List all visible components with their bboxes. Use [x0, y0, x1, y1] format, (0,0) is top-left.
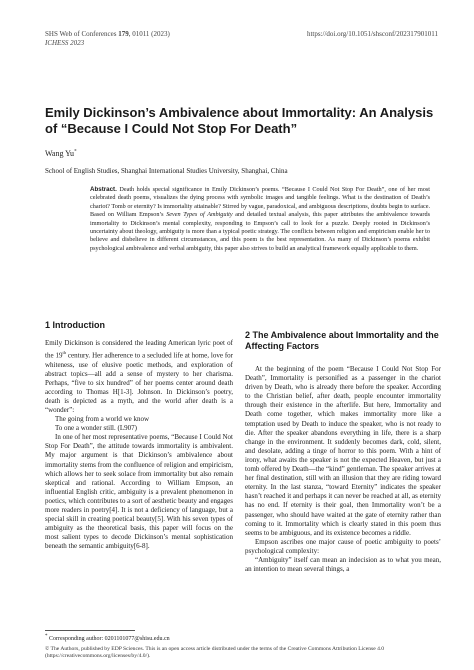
affiliation: School of English Studies, Shanghai International Studies University, Shanghai, China [45, 167, 288, 175]
journal-citation: SHS Web of Conferences 179, 01011 (2023) [45, 30, 170, 38]
doi-link[interactable]: https://doi.org/10.1051/shsconf/202317901011 [306, 30, 438, 38]
intro-paragraph-2: In one of her most representative poems, “Because I Could Not Stop For Death”, the attitude towards immortality is ambivalent. My major argument is that Dickinson’s ambivalence about immortality stems from the confluence of religion and empiricism, which allows her to seek solace from immortality but also remain skeptical and rational. According to William Empson, an influential English critic, ambiguity is a prevalent phenomenon in poetics, which contributes to a sort of aesthetic beauty and engages more readers in poetry[4]. It is not a deficiency of language, but a special skill in creating poetical beauty[5]. With his seven types of ambiguity as the theoretical basis, this paper will focus on the most salient types to decode Dickinson’s mental sophistication beneath the semantic ambiguity[6-8]. [45, 433, 233, 551]
column-left [45, 339, 233, 551]
running-header [45, 30, 170, 48]
section2-paragraph-3: “Ambiguity” itself can mean an indecision as to what you mean, an intention to mean several things, a [245, 555, 441, 574]
abstract [90, 186, 430, 253]
abstract-label: Abstract. [90, 186, 117, 193]
poem-quote-line-2: To one a wonder still. (L907) [55, 424, 137, 433]
abstract-text-2: and detailed textual analysis, this paper attributes the ambivalence towards immortality to Dickinson’s mental complexity, responding to Empson’s call to look for a puzzle. Deeply rooted in Dickinson’s uncertainty about theology, ambiguity is more than a typical poetic strategy. The conflicts between religion and empiricism enable her to believe and disbelieve in different circumstances, and this poem is the best representation. As many of Dickinson’s poems exhibit psychological ambivalence and verbal ambiguity, this paper also strives to build an analytical framework equally applicable to them. [90, 211, 430, 252]
paper-title: Emily Dickinson’s Ambivalence about Immortality: An Analysis of “Because I Could Not Stop For Death” [45, 105, 434, 136]
intro-paragraph-1: Emily Dickinson is considered the leading American lyric poet of the 19th century. Her adherence to a secluded life at home, love for whiteness, use of elusive poetic methods, and exploration of abstract topics—all add a sense of mystery to her charisma. Perhaps, “five to six hundred” of her poems center around death according to Thomas H[1-3]. Johnson. In Dickinson’s poetry, death is depicted as a myth, and the world after death is a “wonder”: [45, 339, 233, 414]
conference-name: ICHESS 2023 [45, 39, 85, 47]
footnote-divider [45, 630, 135, 631]
author-mark: * [74, 149, 77, 155]
abstract-text: Death holds special significance in Emily Dickinson’s poems. “Because I Could Not Stop For Death”, one of her most celebrated death poems, visualizes the dying process with symbolic images and tangible feelings. What is the destination of Death’s chariot? Tomb or eternity? Is immortality attainable? Stirred by vague, paradoxical, and ambiguous descriptions, doubts begin to surface. Based on William Empson’s [90, 186, 431, 219]
section-heading-introduction: 1 Introduction [45, 320, 105, 330]
license-notice: © The Authors, published by EDP Sciences. This is an open access article distributed under the terms of the Creative Commons Attribution License 4.0 (https://creativecommons.org/licenses/by/4.0/). [45, 646, 385, 659]
section-heading-ambivalence: 2 The Ambivalence about Immortality and the Affecting Factors [245, 330, 439, 351]
footnote: * Corresponding author: 0201101077@shisu.edu.cn [45, 634, 170, 642]
poem-quote-line-1: The going from a world we know [55, 415, 150, 424]
abstract-italic: Seven Types of Ambiguity [166, 211, 233, 219]
section2-paragraph-2: Empson ascribes one major cause of poetic ambiguity to poets’ psychological complexity: [245, 537, 441, 555]
author: Wang Yu* [45, 149, 77, 158]
column-right [245, 365, 441, 574]
section2-paragraph-1: At the beginning of the poem “Because I Could Not Stop For Death”, Immortality is personified as a passenger in the chariot driven by Death, who is already there before the speaker. According to the Christian belief, after death, people encounter immortality through their existence in the afterlife. But here, Immortality and Death come together, which makes immortality more like a temptation used by Death to induce the speaker, who is not ready to die. After the speaker abandons everything in life, there is a sharp change in the environment. It suddenly becomes dark, cold, silent, and desolate, adding a tinge of horror to this poem. With a hint of irony, what awaits the speaker is not the expected Heaven, but just a tomb offered by Death—the “kind” gentleman. The speaker arrives at her final destination, still with an illusion that they are riding toward eternity. In the last stanza, “toward Eternity” indicates the speaker hasn’t reached it and perhaps it can never be reached at all, as eternity has no end. If eternity is their goal, then Immortality won’t be a passenger, who should have waited at the gate of eternity rather than coming to it. Immortality which is clearly stated in this poem thus seems to be ambiguous, and its existence becomes a riddle. [245, 365, 441, 537]
